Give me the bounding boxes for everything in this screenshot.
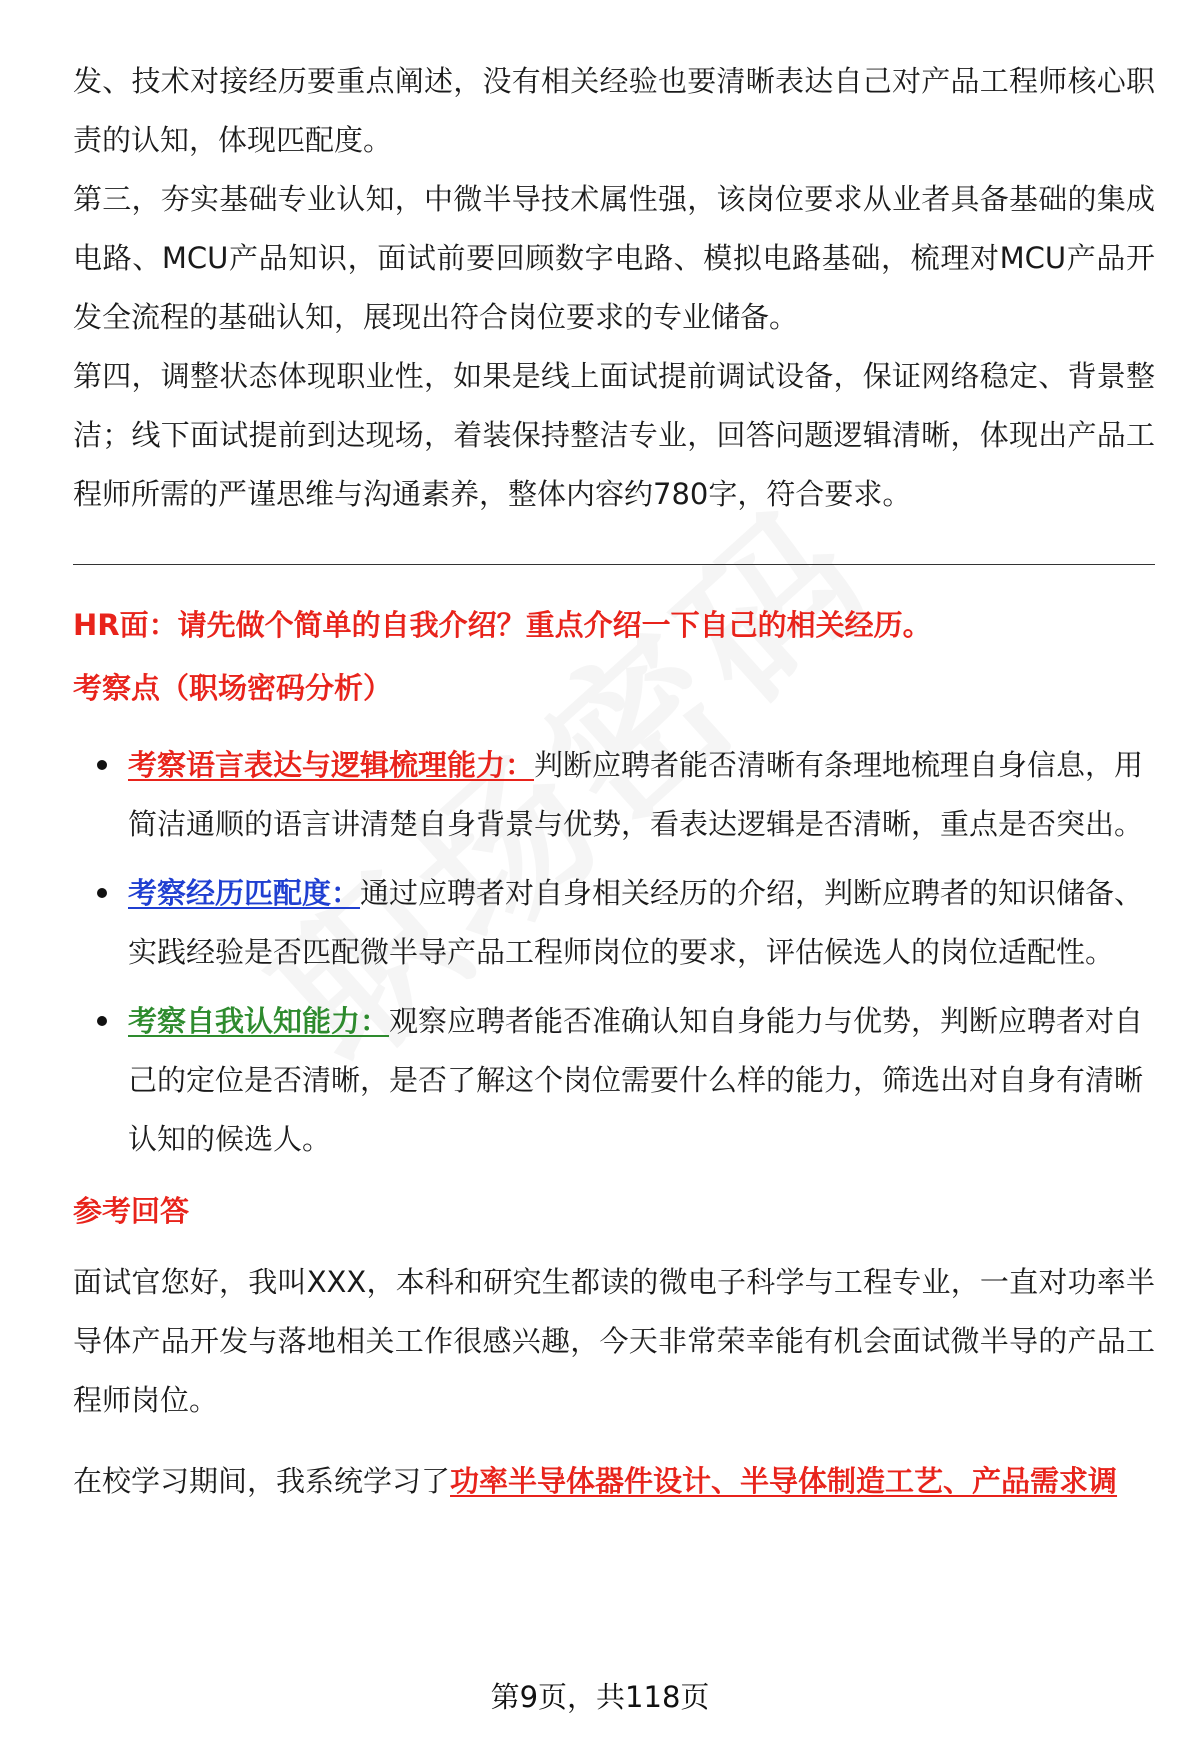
bullet-icon	[97, 1016, 107, 1026]
bullet-icon	[97, 760, 107, 770]
analysis-point	[73, 864, 1155, 982]
answer-paragraph-1: 面试官您好，我叫XXX，本科和研究生都读的微电子科学与工程专业，一直对功率半导体产品开发与落地相关工作很感兴趣，今天非常荣幸能有机会面试微半导的产品工程师岗位。	[73, 1265, 1155, 1417]
point-text: 通过应聘者对自身相关经历的介绍，判断应聘者的知识储备、实践经验是否匹配微半导产品工程师岗位的要求，评估候选人的岗位适配性。	[128, 876, 1144, 969]
intro-paragraph-2: 第三，夯实基础专业认知，中微半导技术属性强，该岗位要求从业者具备基础的集成电路、MCU产品知识，面试前要回顾数字电路、模拟电路基础，梳理对MCU产品开发全流程的基础认知，展现出符合岗位要求的专业储备。	[73, 182, 1155, 334]
intro-paragraph-3: 第四，调整状态体现职业性，如果是线上面试提前调试设备，保证网络稳定、背景整洁；线下面试提前到达现场，着装保持整洁专业，回答问题逻辑清晰，体现出产品工程师所需的严谨思维与沟通素养，整体内容约780字，符合要求。	[73, 359, 1155, 511]
analysis-title: 考察点（职场密码分析）	[73, 671, 393, 705]
analysis-points-list	[73, 736, 1155, 1169]
point-label: 考察经历匹配度：	[128, 876, 361, 910]
point-text: 观察应聘者能否准确认知自身能力与优势，判断应聘者对自己的定位是否清晰，是否了解这个岗位需要什么样的能力，筛选出对自身有清晰认知的候选人。	[128, 1004, 1144, 1156]
section-divider	[73, 564, 1155, 565]
analysis-point	[73, 736, 1155, 854]
bullet-icon	[97, 888, 107, 898]
point-text: 判断应聘者能否清晰有条理地梳理自身信息，用简洁通顺的语言讲清楚自身背景与优势，看表达逻辑是否清晰，重点是否突出。	[128, 748, 1144, 841]
answer-highlight: 功率半导体器件设计、半导体制造工艺、产品需求调	[450, 1464, 1118, 1498]
interview-question: HR面：请先做个简单的自我介绍？重点介绍一下自己的相关经历。	[73, 608, 932, 642]
page-number: 第9页，共118页	[490, 1680, 710, 1714]
page-content	[73, 52, 1155, 1511]
answer-text: 在校学习期间，我系统学习了	[73, 1464, 451, 1498]
reference-answer-title: 参考回答	[73, 1194, 190, 1228]
analysis-point	[73, 992, 1155, 1169]
point-label: 考察语言表达与逻辑梳理能力：	[128, 748, 535, 782]
answer-paragraph-2	[73, 1452, 1155, 1511]
intro-paragraph-1: 发、技术对接经历要重点阐述，没有相关经验也要清晰表达自己对产品工程师核心职责的认知，体现匹配度。	[73, 64, 1155, 157]
point-label: 考察自我认知能力：	[128, 1004, 390, 1038]
